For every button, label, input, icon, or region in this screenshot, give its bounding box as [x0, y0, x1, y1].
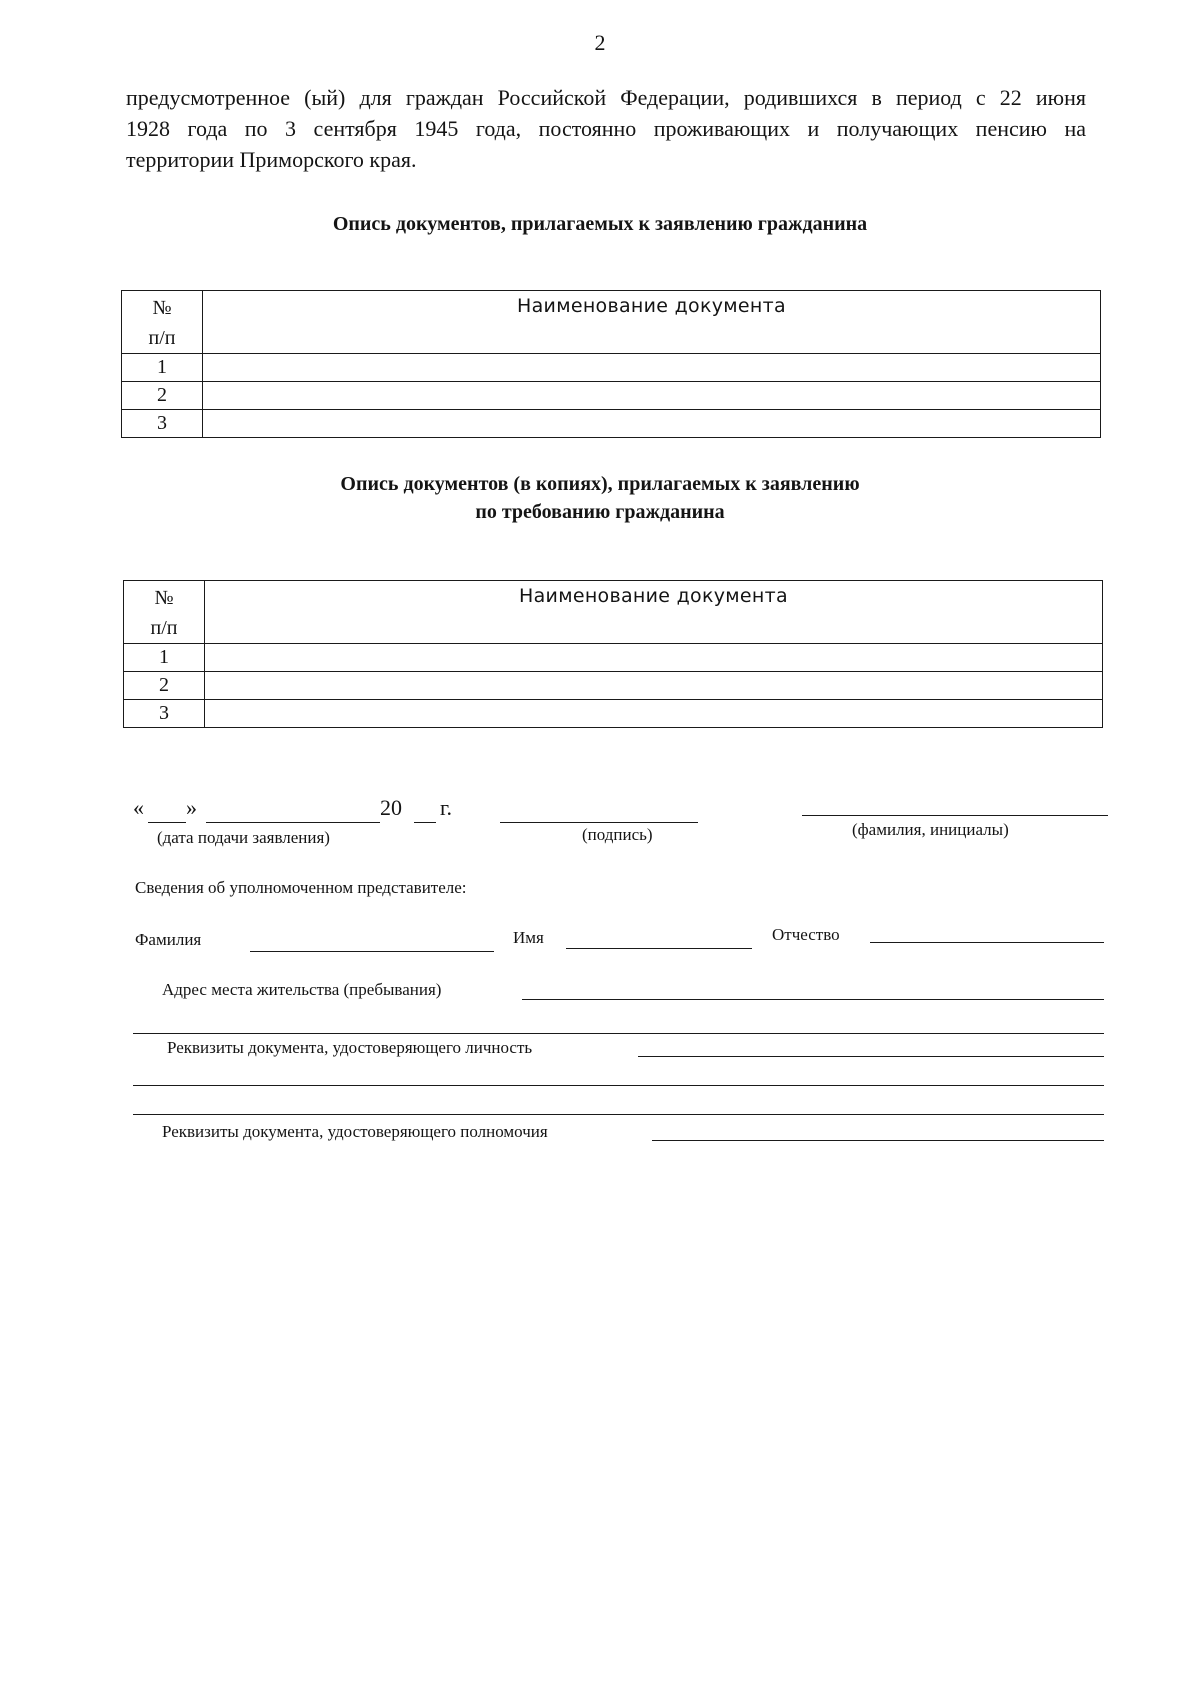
address-field-continued[interactable]	[133, 1033, 1104, 1034]
month-field[interactable]	[206, 822, 380, 823]
table-row	[122, 354, 1101, 382]
signature-caption: (подпись)	[582, 825, 653, 844]
name-column-header: Наименование документа	[203, 291, 1101, 354]
name-column-header: Наименование документа	[205, 581, 1103, 644]
document-name-cell[interactable]	[203, 382, 1101, 410]
documents-table	[121, 290, 1101, 438]
row-number: 1	[122, 354, 203, 382]
row-number: 1	[124, 644, 205, 672]
row-number: 3	[124, 700, 205, 728]
num-column-header: № п/п	[122, 291, 203, 354]
address-label: Адрес места жительства (пребывания)	[162, 980, 442, 999]
authority-document-field[interactable]	[652, 1140, 1104, 1141]
first-name-label: Имя	[513, 928, 544, 947]
section2-title: Опись документов (в копиях), прилагаемых к заявлению по требованию гражданина	[340, 473, 860, 523]
name-caption: (фамилия, инициалы)	[852, 820, 1009, 839]
signature-field[interactable]	[500, 822, 698, 823]
representative-heading: Сведения об уполномоченном представителе:	[135, 878, 467, 897]
year-suffix: г.	[440, 795, 453, 820]
intro-paragraph	[126, 82, 1086, 175]
intro-line: территории Приморского края.	[126, 147, 417, 172]
patronymic-field[interactable]	[870, 942, 1104, 943]
document-name-cell[interactable]	[205, 672, 1103, 700]
surname-field[interactable]	[250, 951, 494, 952]
row-number: 2	[122, 382, 203, 410]
table-row	[122, 382, 1101, 410]
copies-table	[123, 580, 1103, 728]
document-name-cell[interactable]	[203, 354, 1101, 382]
authority-document-label: Реквизиты документа, удостоверяющего полномочия	[162, 1122, 548, 1141]
id-document-label: Реквизиты документа, удостоверяющего личность	[167, 1038, 533, 1057]
table-header-row	[124, 581, 1103, 644]
open-quote: «	[133, 795, 144, 820]
document-name-cell[interactable]	[205, 700, 1103, 728]
id-document-field-continued[interactable]	[133, 1114, 1104, 1115]
table-row	[124, 700, 1103, 728]
row-number: 2	[124, 672, 205, 700]
table-header-row	[122, 291, 1101, 354]
first-name-field[interactable]	[566, 948, 752, 949]
year-field[interactable]	[414, 822, 436, 823]
patronymic-label: Отчество	[772, 925, 840, 944]
num-column-header: № п/п	[124, 581, 205, 644]
page-number: 2	[594, 30, 606, 55]
address-field[interactable]	[522, 999, 1104, 1000]
day-field[interactable]	[148, 822, 186, 823]
section1-title: Опись документов, прилагаемых к заявлению гражданина	[332, 213, 868, 235]
intro-line: предусмотренное (ый) для граждан Российской Федерации, родившихся в период с 22 июня	[126, 85, 1086, 110]
year-prefix: 20	[380, 795, 402, 820]
date-caption: (дата подачи заявления)	[157, 828, 330, 847]
surname-label: Фамилия	[135, 930, 202, 949]
table-row	[124, 644, 1103, 672]
full-name-field[interactable]	[802, 815, 1108, 816]
document-name-cell[interactable]	[203, 410, 1101, 438]
intro-line: 1928 года по 3 сентября 1945 года, постоянно проживающих и получающих пенсию на	[126, 116, 1086, 141]
close-quote: »	[186, 795, 197, 820]
id-document-field[interactable]	[638, 1056, 1104, 1057]
id-document-field-continued[interactable]	[133, 1085, 1104, 1086]
table-row	[122, 410, 1101, 438]
document-name-cell[interactable]	[205, 644, 1103, 672]
table-row	[124, 672, 1103, 700]
row-number: 3	[122, 410, 203, 438]
